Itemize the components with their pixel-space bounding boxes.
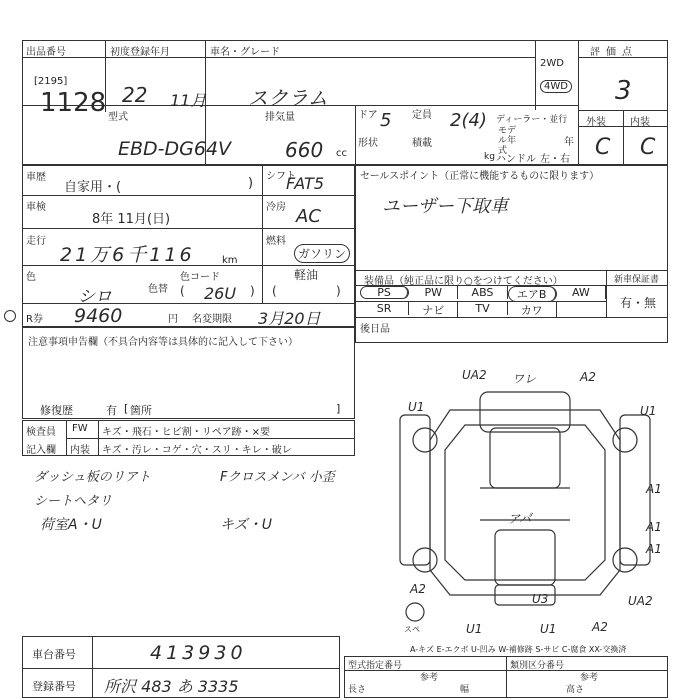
- history-close: ): [248, 176, 254, 191]
- reg-month: 11月: [170, 91, 207, 110]
- ext-label: 外装: [586, 117, 606, 128]
- int-value: C: [640, 135, 656, 160]
- mark-a2-bottom: A2: [592, 620, 608, 634]
- model-value: EBD-DG64V: [118, 138, 232, 160]
- fw-items: キズ・飛石・ヒビ割・リペア跡・×要: [102, 427, 270, 438]
- chassis-value: 413930: [150, 642, 247, 664]
- warranty-label: 新車保証書: [614, 275, 660, 285]
- modelyear-label: モデル年式: [498, 126, 517, 156]
- door-label: ドア: [358, 110, 378, 121]
- bracket-close: ]: [336, 402, 341, 415]
- drive-2wd: 2WD: [540, 58, 564, 69]
- recolor-label: 色替: [148, 284, 168, 295]
- deadline-label: 名変期限: [192, 314, 232, 325]
- insp-line-3a: 荷室A・U: [40, 517, 102, 533]
- length-label: 長さ: [348, 685, 367, 695]
- deadline-value: 3月20日: [258, 309, 321, 328]
- bracket-open: [: [124, 402, 129, 415]
- fuel-value1: ガソリン: [294, 244, 350, 263]
- inspector-label-1: 検査員: [26, 427, 56, 438]
- rcert-label: R券: [26, 314, 43, 325]
- warranty-value: 有・無: [620, 296, 657, 310]
- shift-label: シフト: [266, 171, 296, 182]
- equipment-item-row1-1: PW: [409, 286, 458, 299]
- mark-u3: U3: [532, 592, 549, 606]
- history-value: 自家用・(: [64, 180, 122, 195]
- ref-label-1: 参考: [420, 673, 439, 683]
- shift-value: FAT5: [286, 174, 324, 193]
- disp-value: 660: [285, 138, 324, 162]
- lot-sub: [2195]: [34, 76, 68, 87]
- equipment-item-row2-2: TV: [458, 302, 507, 315]
- mark-a2-left: A2: [410, 582, 426, 596]
- mark-abaga: アバ゙: [508, 512, 532, 526]
- equipment-item-row1-3: エアB: [508, 286, 557, 302]
- equipment-item-row2-0: SR: [360, 302, 409, 315]
- fuel-label: 燃料: [266, 236, 286, 247]
- load-label: 積載: [412, 138, 432, 149]
- reg-no-value: 所沢 483 あ 3335: [104, 677, 239, 696]
- mark-a1-right-2: A1: [646, 520, 662, 534]
- sales-label: セールスポイント（正常に機能するものに限ります）: [360, 171, 600, 182]
- mark-spare: スペ: [404, 625, 420, 634]
- repair-label: 修復歴: [40, 404, 73, 417]
- mark-a2-top: A2: [580, 370, 596, 384]
- circle-mark: [4, 310, 16, 322]
- mileage-unit: km: [222, 255, 238, 266]
- equipment-item-row2-3: カワ: [508, 302, 557, 318]
- lot-label: 出品番号: [26, 47, 66, 58]
- ext-value: C: [595, 135, 611, 160]
- inspector-label-2: 記入欄: [26, 445, 56, 456]
- color-value: シロ: [78, 287, 112, 307]
- mark-u1-bottom-2: U1: [540, 622, 557, 636]
- equipment-item-row1-0: PS: [360, 286, 409, 299]
- drive-4wd: 4WD: [540, 80, 572, 93]
- equipment-item-row1-2: ABS: [458, 286, 507, 299]
- mileage-label: 走行: [26, 236, 46, 247]
- history-label: 車歴: [26, 172, 46, 183]
- reg-year: 22: [122, 83, 148, 107]
- mark-u1-right: U1: [640, 404, 657, 418]
- fuel-value2: 軽油: [294, 268, 319, 282]
- width-label: 幅: [460, 685, 470, 695]
- name-label: 車名・グレード: [210, 47, 280, 58]
- rcert-unit: 円: [168, 314, 178, 325]
- aircon-label: 冷房: [266, 202, 286, 213]
- mark-a1-right-3: A1: [646, 542, 662, 556]
- handle-options: 左・右: [540, 154, 570, 165]
- mark-u1-bottom-1: U1: [466, 622, 483, 636]
- lot-number: 1128: [40, 88, 107, 118]
- cap-value: 2(4): [450, 110, 487, 131]
- int-label: 内装: [630, 117, 650, 128]
- mileage-value: 21万6千116: [60, 244, 195, 266]
- inspect-value: 8年 11月(日): [92, 212, 171, 227]
- colorcode-label: 色コード: [180, 272, 220, 283]
- handle-label: ハンドル: [496, 154, 536, 165]
- mark-u1-left: U1: [408, 400, 425, 414]
- colorcode-paren: (: [180, 284, 185, 298]
- notes-label: 注意事項申告欄（不具合内容等は具体的に記入して下さい）: [28, 337, 298, 348]
- colorcode-value: 26U: [204, 284, 237, 303]
- load-unit: kg: [484, 152, 495, 162]
- grade-label: 評価点: [590, 47, 638, 58]
- class-no-label: 類別区分番号: [510, 661, 565, 671]
- year-suffix: 年: [564, 137, 574, 148]
- repair-part: 箇所: [130, 404, 152, 417]
- grade-value: 3: [615, 76, 632, 106]
- repair-value: 有: [106, 404, 117, 417]
- equipment-row-1: [360, 286, 606, 301]
- height-label: 高さ: [566, 685, 585, 695]
- name-value: スクラム: [248, 86, 328, 110]
- fuel-paren-close: ): [336, 284, 341, 298]
- fuel-paren: (: [272, 284, 277, 298]
- rear-seat-label: 後日品: [360, 324, 390, 335]
- equipment-item-row2-1: ナビ: [409, 302, 458, 318]
- insp-line-1a: ダッシュ板のリアト: [34, 470, 151, 485]
- model-label: 型式: [108, 112, 128, 123]
- int-label: 内装: [70, 445, 90, 456]
- color-label: 色: [26, 272, 36, 283]
- aircon-value: AC: [296, 206, 321, 227]
- colorcode-paren-close: ): [250, 284, 255, 298]
- disp-label: 排気量: [265, 112, 295, 123]
- reg-label: 初度登録年月: [110, 47, 170, 58]
- type-no-label: 型式指定番号: [348, 661, 403, 671]
- chassis-label: 車台番号: [32, 648, 76, 661]
- mark-ua2-top: UA2: [462, 368, 487, 382]
- int-items: キズ・汚レ・コゲ・穴・スリ・キレ・破レ: [102, 445, 292, 456]
- rcert-value: 9460: [74, 305, 123, 327]
- fw-label: FW: [72, 423, 88, 434]
- cap-label: 定員: [412, 110, 432, 121]
- insp-line-3b: キズ・U: [220, 517, 272, 533]
- sales-value: ユーザー下取車: [382, 196, 508, 217]
- inspect-label: 車検: [26, 202, 46, 213]
- mark-ua2-right: UA2: [628, 594, 653, 608]
- insp-line-1b: Fクロスメンバ 小歪: [220, 470, 335, 485]
- mark-ware: ワレ: [512, 372, 537, 386]
- reg-no-label: 登録番号: [32, 680, 76, 693]
- diagram-legend: A-キズ E-エクボ U-凹み W-補修跡 S-サビ C-腐食 XX-交換済: [410, 645, 627, 654]
- equipment-item-row1-4: AW: [557, 286, 606, 299]
- equipment-label: 装備品（純正品に限り○をつけてください）: [364, 276, 563, 287]
- shape-label: 形状: [358, 138, 378, 149]
- equipment-row-2: [360, 302, 606, 317]
- insp-line-2: シートヘタリ: [34, 494, 113, 509]
- ref-label-2: 参考: [580, 673, 599, 683]
- disp-unit: cc: [336, 148, 347, 159]
- door-value: 5: [380, 110, 392, 131]
- mark-a1-right-1: A1: [646, 482, 662, 496]
- dealer-label: ディーラー・並行: [496, 115, 568, 125]
